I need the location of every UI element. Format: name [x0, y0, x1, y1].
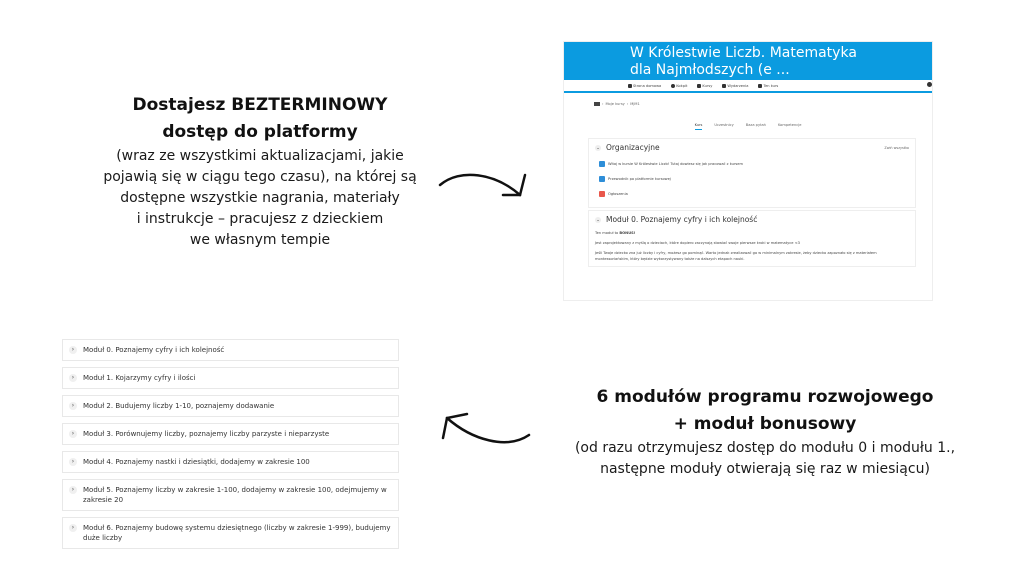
section-title: Moduł 0. Poznajemy cyfry i ich kolejność: [606, 215, 758, 224]
nav-events-label: Wydarzenia: [727, 83, 749, 88]
modules-desc-2: następne moduły otwierają się raz w miesiącu): [600, 461, 930, 477]
module-desc-1: Jest zaprojektowany z myślą o dzieciach, które dopiero zaczynają stawiać swoje pierwsze kroki w matematyce <3: [595, 241, 800, 245]
nav-home[interactable]: [628, 84, 661, 88]
module-item[interactable]: [62, 339, 399, 361]
section-module-0: [588, 210, 916, 267]
activity-welcome[interactable]: [599, 161, 909, 167]
access-desc-2: pojawią się w ciągu tego czasu), na której są: [103, 169, 417, 185]
chevron-right-icon: ›: [69, 524, 77, 532]
modules-heading-2: + moduł bonusowy: [673, 414, 857, 434]
course-tabs: [564, 123, 932, 130]
breadcrumb-my-courses[interactable]: Moje kursy: [605, 102, 625, 106]
activity-label: Ogłoszenia: [608, 192, 628, 196]
bonus-line: [595, 230, 909, 236]
folder-icon: [594, 102, 600, 106]
access-heading-1: Dostajesz BEZTERMINOWY: [132, 95, 388, 115]
home-icon: [628, 84, 632, 88]
access-desc-5: we własnym tempie: [189, 232, 331, 248]
course-title-banner: [564, 42, 932, 80]
section-title: Organizacyjne: [606, 143, 660, 152]
modules-heading-1: 6 modułów programu rozwojowego: [596, 387, 934, 407]
module-desc-2: Jeśli Twoje dziecko zna już liczby i cyfry, możesz go pominąć. Warto jednak zrealizować go w minimalnym zakresie, żeby dziecko zapoznało się z materiałem montessoriańskim, który będzie wykorzystywany także na dalszych etapach nauki.: [595, 251, 877, 261]
calendar-icon: [722, 84, 726, 88]
tab-question-bank[interactable]: Baza pytań: [745, 123, 766, 127]
chevron-right-icon: ›: [69, 402, 77, 410]
access-heading-2: dostęp do platformy: [162, 122, 358, 142]
module-label: Moduł 0. Poznajemy cyfry i ich kolejność: [83, 346, 225, 354]
top-nav: [564, 80, 932, 93]
chevron-down-icon[interactable]: ⌄: [596, 145, 600, 150]
module-item[interactable]: [62, 395, 399, 417]
chevron-right-icon: ›: [69, 430, 77, 438]
module-item[interactable]: [62, 517, 399, 549]
course-title-line1: W Królestwie Liczb. Matematyka: [630, 45, 857, 61]
chevron-right-icon: ›: [69, 486, 77, 494]
module-item[interactable]: [62, 423, 399, 445]
nav-this-course-label: Ten kurs: [763, 83, 779, 88]
module-label: Moduł 1. Kojarzymy cyfry i ilości: [83, 374, 196, 382]
chevron-right-icon: ›: [69, 374, 77, 382]
chevron-right-icon: ›: [69, 346, 77, 354]
access-desc-4: i instrukcje – pracujesz z dzieckiem: [136, 211, 384, 227]
chevron-right-icon: ›: [69, 458, 77, 466]
arrow-left-up-icon: [437, 410, 537, 450]
modules-info-block: [545, 384, 985, 480]
module-label: Moduł 5. Poznajemy liczby w zakresie 1-100, dodajemy w zakresie 100, odejmujemy w zakresie 20: [83, 486, 387, 504]
forum-icon: [599, 191, 605, 197]
section-organizational: [588, 138, 916, 208]
module-item[interactable]: [62, 367, 399, 389]
module-label: Moduł 3. Porównujemy liczby, poznajemy liczby parzyste i nieparzyste: [83, 430, 330, 438]
access-info-block: [60, 92, 460, 251]
breadcrumb-separator: ›: [602, 102, 604, 106]
dashboard-icon: [671, 84, 675, 88]
modules-desc-1: (od razu otrzymujesz dostęp do modułu 0 i modułu 1.,: [574, 440, 956, 456]
module-label: Moduł 6. Poznajemy budowę systemu dziesiętnego (liczby w zakresie 1-999), budujemy duże liczby: [83, 524, 391, 542]
nav-dashboard-label: Kokpit: [676, 83, 688, 88]
module-label: Moduł 4. Poznajemy nastki i dziesiątki, dodajemy w zakresie 100: [83, 458, 310, 466]
nav-courses-label: Kursy: [702, 83, 713, 88]
sitemap-icon: [758, 84, 762, 88]
module-list: [62, 339, 399, 555]
module-item[interactable]: [62, 479, 399, 511]
breadcrumb-separator: ›: [626, 102, 629, 106]
breadcrumb: [594, 102, 932, 106]
access-desc-3: dostępne wszystkie nagrania, materiały: [120, 190, 400, 206]
tab-course[interactable]: Kurs: [695, 123, 703, 130]
nav-dashboard[interactable]: [671, 84, 687, 88]
module-item[interactable]: [62, 451, 399, 473]
nav-this-course[interactable]: [758, 84, 778, 88]
tab-competencies[interactable]: Kompetencje: [777, 123, 802, 127]
activity-label: Witaj w kursie W Królestwie Liczb! Tutaj dowiesz się jak pracować z kursem: [608, 162, 744, 166]
courses-icon: [697, 84, 701, 88]
collapse-all-link[interactable]: Zwiń wszystko: [884, 145, 909, 150]
chevron-down-icon[interactable]: ⌄: [596, 217, 600, 222]
nav-courses[interactable]: [697, 84, 712, 88]
arrow-right-down-icon: [435, 165, 535, 210]
page-icon: [599, 176, 605, 182]
bonus-prefix: Ten moduł to: [595, 231, 620, 235]
access-desc-1: (wraz ze wszystkimi aktualizacjami, jakie: [116, 148, 404, 164]
platform-screenshot: [564, 42, 932, 300]
breadcrumb-course[interactable]: MJM1: [630, 102, 640, 106]
tab-participants[interactable]: Uczestnicy: [714, 123, 734, 127]
course-title-line2: dla Najmłodszych (e ...: [630, 62, 790, 78]
nav-events[interactable]: [722, 84, 748, 88]
activity-announcements[interactable]: [599, 191, 909, 197]
gear-icon[interactable]: [927, 82, 932, 87]
activity-label: Przewodnik po platformie kursowej: [608, 177, 671, 181]
activity-guide[interactable]: [599, 176, 909, 182]
page-icon: [599, 161, 605, 167]
module-label: Moduł 2. Budujemy liczby 1-10, poznajemy dodawanie: [83, 402, 275, 410]
bonus-word: BONUS!: [619, 231, 636, 235]
nav-home-label: Strona domowa: [633, 83, 662, 88]
